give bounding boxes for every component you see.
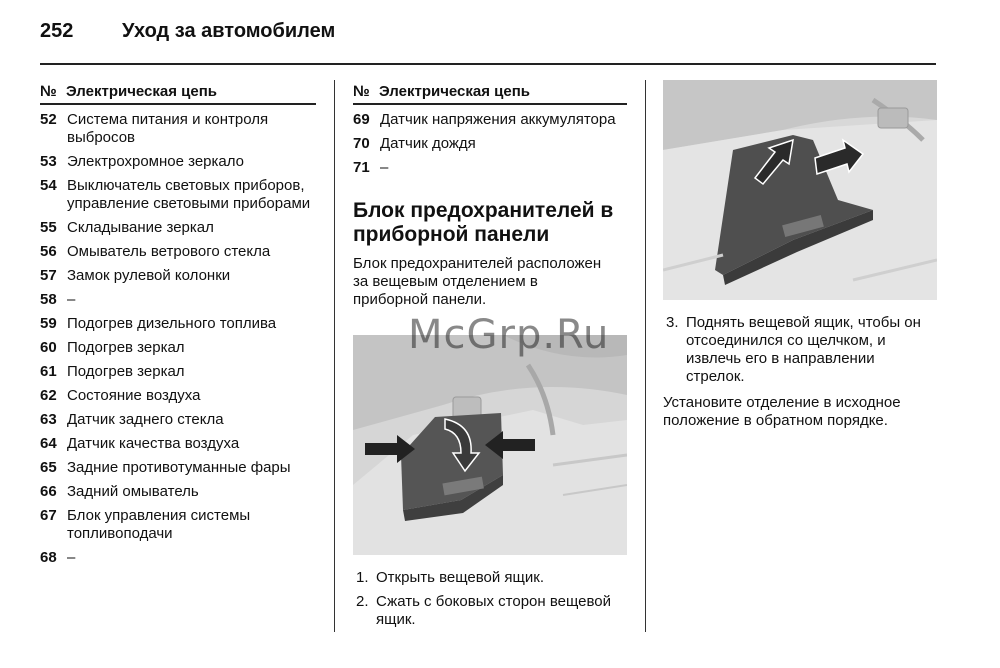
circuit-name: Выключатель световых приборов, управление световыми приборами [67,177,311,212]
fuse-number: 57 [40,267,57,284]
step-item [356,593,626,629]
fuse-number: 60 [40,339,57,356]
circuit-name: Система питания и контроля выбросов [67,111,269,146]
left-column [40,83,316,573]
circuit-name: Состояние воздуха [67,387,201,404]
circuit-name: – [67,549,76,566]
step-number: 3. [666,314,679,331]
middle-column [353,83,627,309]
fuse-number: 71 [353,159,370,176]
table-header [353,83,627,105]
fuse-number: 70 [353,135,370,152]
steps-list [666,314,936,386]
table-row [40,315,316,333]
section-heading: Блок предохранителей в приборной панели [353,199,614,246]
closing-text: Установите отделение в исходное положение в обратном порядке. [663,394,901,429]
section-intro: Блок предохранителей расположен за вещевым отделением в приборной панели. [353,255,602,308]
fuse-number: 68 [40,549,57,566]
step-text: Открыть вещевой ящик. [376,569,544,586]
glovebox-photo-1 [353,335,627,555]
table-row [40,363,316,381]
circuit-name: – [67,291,76,308]
circuit-name: Датчик дождя [380,135,476,152]
fuse-number: 53 [40,153,57,170]
fuse-number: 64 [40,435,57,452]
fuse-number: 67 [40,507,57,524]
page-number: 252 [40,20,74,42]
circuit-name: Задние противотуманные фары [67,459,291,476]
fuse-number: 59 [40,315,57,332]
steps-list [356,569,626,629]
step-item [666,314,936,386]
table-row [40,243,316,261]
table-row [40,411,316,429]
fuse-number: 63 [40,411,57,428]
fuse-number: 58 [40,291,57,308]
step-text: Сжать с боковых сторон вещевой ящик. [376,593,612,628]
column-no-header: № [40,83,57,100]
circuit-name: – [380,159,389,176]
middle-steps [356,569,626,635]
fuse-number: 61 [40,363,57,380]
table-row [40,507,316,543]
fuse-number: 54 [40,177,57,194]
circuit-name: Датчик качества воздуха [67,435,240,452]
column-name-header: Электрическая цепь [379,83,531,100]
fuse-table-left [40,111,316,567]
table-row [40,153,316,171]
step-number: 2. [356,593,369,610]
table-header [40,83,316,105]
watermark: McGrp.Ru [408,312,610,358]
circuit-name: Подогрев зеркал [67,363,185,380]
table-row [40,219,316,237]
table-row [40,339,316,357]
column-divider-1 [334,80,335,632]
fuse-number: 65 [40,459,57,476]
circuit-name: Датчик напряжения аккумулятора [380,111,616,128]
fuse-number: 56 [40,243,57,260]
fuse-number: 69 [353,111,370,128]
table-row [353,111,627,129]
glovebox-photo-2 [663,80,937,300]
column-name-header: Электрическая цепь [66,83,218,100]
table-row [40,387,316,405]
circuit-name: Замок рулевой колонки [67,267,231,284]
circuit-name: Электрохромное зеркало [67,153,245,170]
table-row [40,267,316,285]
fuse-number: 62 [40,387,57,404]
table-row [40,177,316,213]
table-row [40,435,316,453]
fuse-number: 66 [40,483,57,500]
circuit-name: Складывание зеркал [67,219,214,236]
table-row [40,483,316,501]
circuit-name: Датчик заднего стекла [67,411,224,428]
column-divider-2 [645,80,646,632]
table-row [40,291,316,309]
circuit-name: Подогрев дизельного топлива [67,315,277,332]
circuit-name: Задний омыватель [67,483,199,500]
column-no-header: № [353,83,370,100]
page-title: Уход за автомобилем [122,20,336,42]
step-number: 1. [356,569,369,586]
table-row [40,549,316,567]
circuit-name: Блок управления системы топливоподачи [67,507,251,542]
header-rule [40,63,936,65]
fuse-table-middle [353,111,627,177]
table-row [353,159,627,177]
table-row [353,135,627,153]
table-row [40,111,316,147]
fuse-number: 55 [40,219,57,236]
right-steps [666,314,936,392]
step-item [356,569,626,587]
circuit-name: Подогрев зеркал [67,339,185,356]
fuse-number: 52 [40,111,57,128]
step-text: Поднять вещевой ящик, чтобы он отсоединился со щелчком, и извлечь его в направлении стрелок. [686,314,921,385]
circuit-name: Омыватель ветрового стекла [67,243,271,260]
table-row [40,459,316,477]
